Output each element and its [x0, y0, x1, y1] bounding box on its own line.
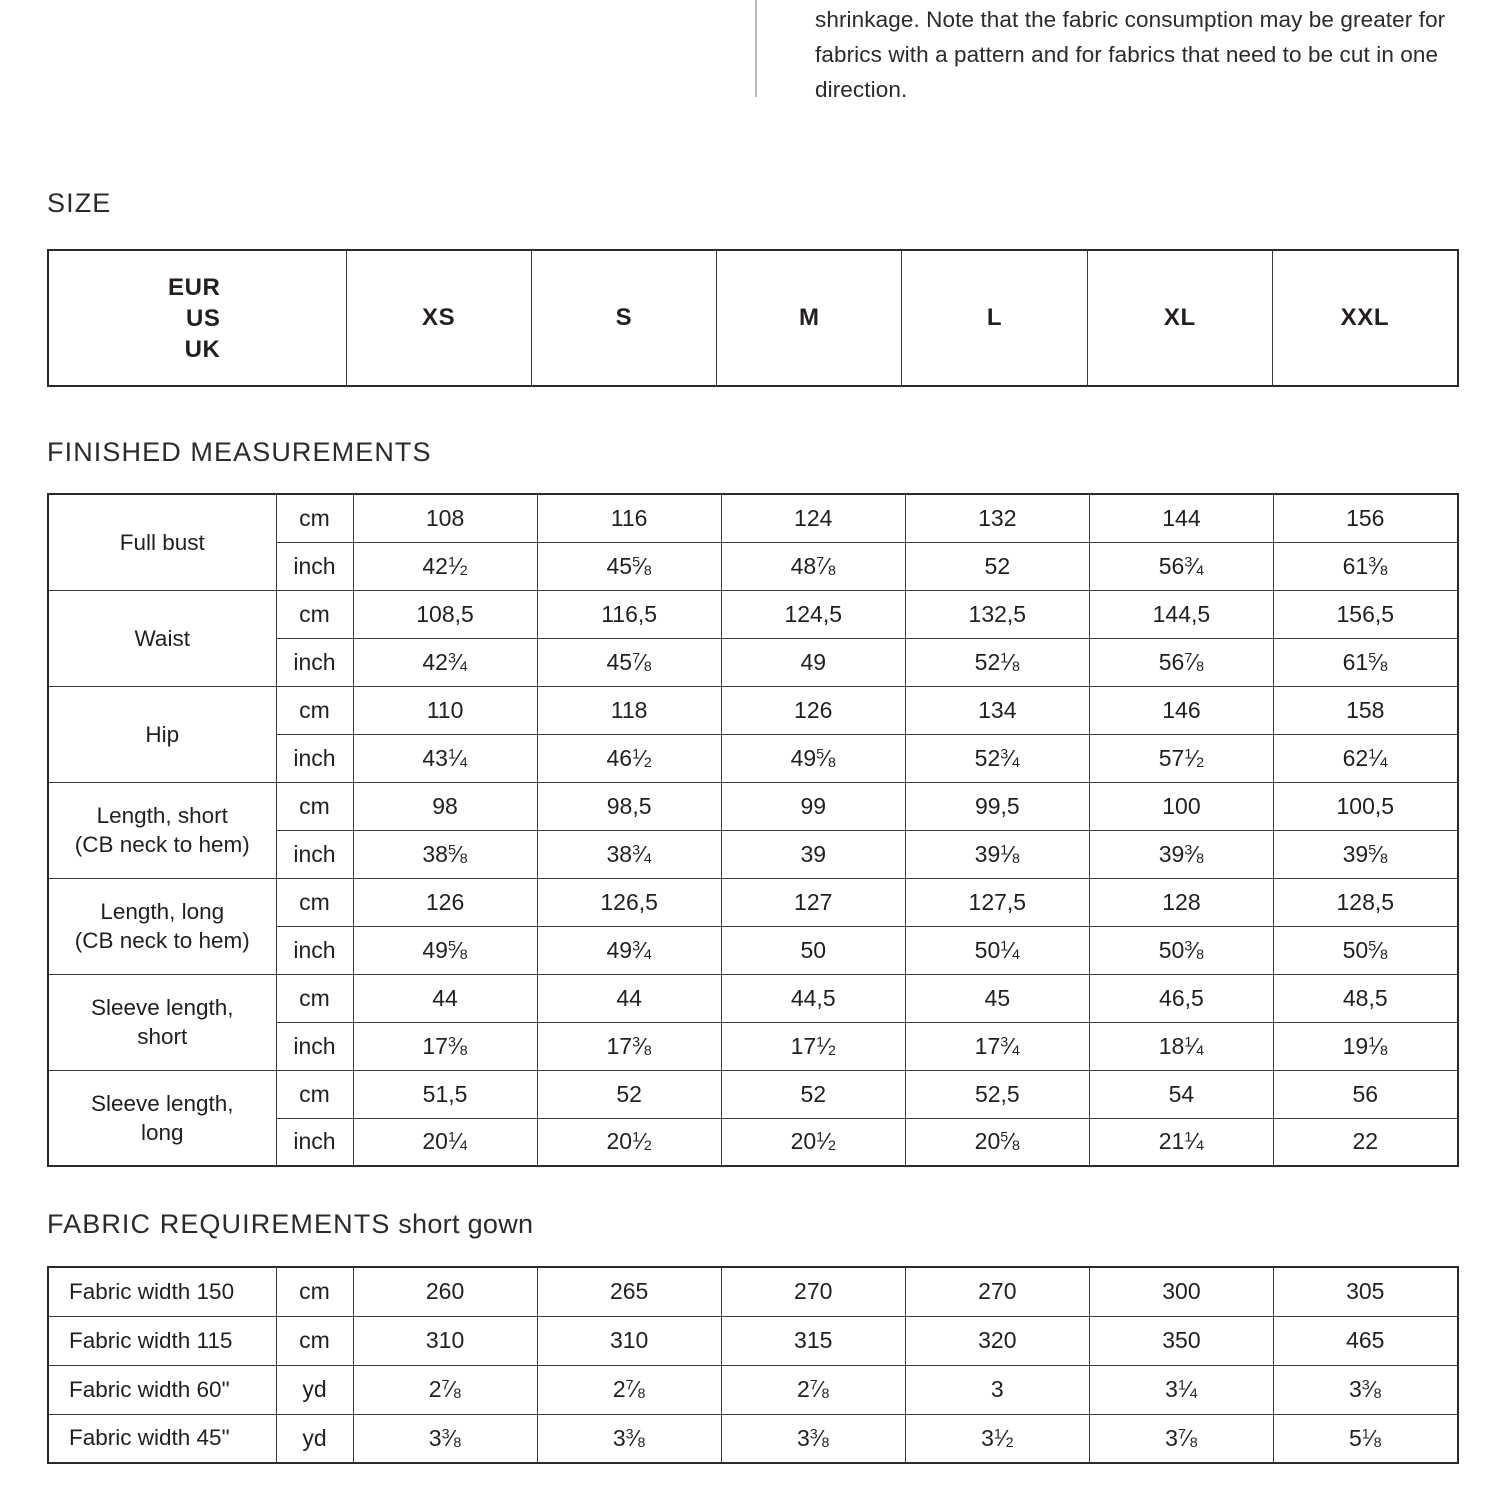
- measurement-value-inch: 50: [721, 926, 905, 974]
- measurement-value-inch: $45^7⁄_8$: [537, 638, 721, 686]
- measurement-value-cm: 144,5: [1089, 590, 1273, 638]
- measurement-value-inch: $17^1⁄_2$: [721, 1022, 905, 1070]
- measurement-value-inch: $50^1⁄_4$: [905, 926, 1089, 974]
- size-cell-m: M: [717, 250, 902, 386]
- fabric-requirements-heading-upper: FABRIC REQUIREMENTS: [47, 1209, 391, 1239]
- unit-cell-inch: inch: [276, 638, 353, 686]
- measurement-row-label: Full bust: [48, 494, 276, 590]
- fabric-value-cell: 320: [905, 1316, 1089, 1365]
- unit-cell-cm: cm: [276, 590, 353, 638]
- fabric-unit-cell: yd: [276, 1365, 353, 1414]
- measurement-value-cm: 118: [537, 686, 721, 734]
- measurement-value-cm: 44,5: [721, 974, 905, 1022]
- fabric-value-cell: 310: [353, 1316, 537, 1365]
- measurement-value-cm: 56: [1273, 1070, 1457, 1118]
- measurement-value-inch: $42^3⁄_4$: [353, 638, 537, 686]
- measurement-value-inch: $39^3⁄_8$: [1089, 830, 1273, 878]
- measurement-value-inch: $52^3⁄_4$: [905, 734, 1089, 782]
- measurement-value-inch: $20^5⁄_8$: [905, 1118, 1089, 1166]
- measurement-row-label: Length, short (CB neck to hem): [48, 782, 276, 878]
- unit-cell-inch: inch: [276, 830, 353, 878]
- measurement-value-inch: 39: [721, 830, 905, 878]
- unit-cell-inch: inch: [276, 734, 353, 782]
- table-row: [48, 590, 1458, 638]
- measurement-value-cm: 158: [1273, 686, 1457, 734]
- fabric-unit-cell: cm: [276, 1267, 353, 1316]
- table-row: [48, 250, 1458, 386]
- unit-cell-inch: inch: [276, 1022, 353, 1070]
- measurement-value-cm: 100,5: [1273, 782, 1457, 830]
- measurement-value-cm: 127: [721, 878, 905, 926]
- measurement-value-cm: 45: [905, 974, 1089, 1022]
- fabric-value-cell: $5^1⁄_8$: [1273, 1414, 1457, 1463]
- measurement-value-inch: $56^7⁄_8$: [1089, 638, 1273, 686]
- measurement-value-cm: 46,5: [1089, 974, 1273, 1022]
- fabric-value-cell: 305: [1273, 1267, 1457, 1316]
- measurement-value-cm: 124,5: [721, 590, 905, 638]
- measurement-value-cm: 54: [1089, 1070, 1273, 1118]
- fabric-requirements-heading: [47, 1209, 533, 1240]
- fabric-value-cell: $3^7⁄_8$: [1089, 1414, 1273, 1463]
- unit-cell-cm: cm: [276, 782, 353, 830]
- measurement-value-inch: $48^7⁄_8$: [721, 542, 905, 590]
- measurement-value-cm: 128,5: [1273, 878, 1457, 926]
- fabric-requirements-table: [47, 1266, 1459, 1464]
- unit-cell-inch: inch: [276, 926, 353, 974]
- measurement-value-inch: $45^5⁄_8$: [537, 542, 721, 590]
- measurement-value-inch: $21^1⁄_4$: [1089, 1118, 1273, 1166]
- measurement-value-inch: $38^5⁄_8$: [353, 830, 537, 878]
- measurement-value-cm: 116: [537, 494, 721, 542]
- measurement-value-cm: 52: [537, 1070, 721, 1118]
- measurement-value-cm: 126: [353, 878, 537, 926]
- fabric-row-label: Fabric width 45": [48, 1414, 276, 1463]
- table-row: [48, 1267, 1458, 1316]
- measurement-value-inch: $39^5⁄_8$: [1273, 830, 1457, 878]
- measurement-value-inch: $52^1⁄_8$: [905, 638, 1089, 686]
- measurement-value-inch: $46^1⁄_2$: [537, 734, 721, 782]
- table-row: [48, 686, 1458, 734]
- fabric-value-cell: $3^3⁄_8$: [353, 1414, 537, 1463]
- unit-cell-inch: inch: [276, 542, 353, 590]
- measurement-row-label: Sleeve length, long: [48, 1070, 276, 1166]
- measurement-value-cm: 99,5: [905, 782, 1089, 830]
- fabric-row-label: Fabric width 60": [48, 1365, 276, 1414]
- finished-measurements-table: [47, 493, 1459, 1167]
- measurement-value-cm: 51,5: [353, 1070, 537, 1118]
- measurement-value-cm: 124: [721, 494, 905, 542]
- measurement-value-cm: 98,5: [537, 782, 721, 830]
- measurement-value-inch: $38^3⁄_4$: [537, 830, 721, 878]
- size-table: [47, 249, 1459, 387]
- measurement-value-cm: 156,5: [1273, 590, 1457, 638]
- measurement-value-cm: 108,5: [353, 590, 537, 638]
- table-row: [48, 494, 1458, 542]
- fabric-value-cell: $3^1⁄_2$: [905, 1414, 1089, 1463]
- size-cell-xs: XS: [346, 250, 531, 386]
- fabric-unit-cell: yd: [276, 1414, 353, 1463]
- table-row: [48, 974, 1458, 1022]
- measurement-value-cm: 128: [1089, 878, 1273, 926]
- measurement-value-inch: $20^1⁄_2$: [721, 1118, 905, 1166]
- measurement-value-cm: 126,5: [537, 878, 721, 926]
- unit-cell-cm: cm: [276, 974, 353, 1022]
- fabric-value-cell: 270: [721, 1267, 905, 1316]
- measurement-value-inch: $49^5⁄_8$: [353, 926, 537, 974]
- measurement-value-inch: 49: [721, 638, 905, 686]
- measurement-value-cm: 127,5: [905, 878, 1089, 926]
- fabric-value-cell: $2^7⁄_8$: [721, 1365, 905, 1414]
- measurement-value-inch: $18^1⁄_4$: [1089, 1022, 1273, 1070]
- measurement-value-cm: 144: [1089, 494, 1273, 542]
- measurement-value-cm: 110: [353, 686, 537, 734]
- fabric-value-cell: $3^3⁄_8$: [1273, 1365, 1457, 1414]
- measurement-value-inch: 22: [1273, 1118, 1457, 1166]
- measurement-value-cm: 52: [721, 1070, 905, 1118]
- measurement-value-cm: 132: [905, 494, 1089, 542]
- measurement-value-cm: 134: [905, 686, 1089, 734]
- measurement-value-cm: 116,5: [537, 590, 721, 638]
- note-divider-rule: [755, 0, 757, 97]
- measurement-value-cm: 126: [721, 686, 905, 734]
- fabric-unit-cell: cm: [276, 1316, 353, 1365]
- fabric-value-cell: 270: [905, 1267, 1089, 1316]
- measurement-value-cm: 44: [537, 974, 721, 1022]
- unit-cell-cm: cm: [276, 494, 353, 542]
- fabric-value-cell: $3^3⁄_8$: [721, 1414, 905, 1463]
- measurement-value-cm: 108: [353, 494, 537, 542]
- size-key-cell: EUR US UK: [48, 250, 346, 386]
- measurement-value-inch: $49^5⁄_8$: [721, 734, 905, 782]
- fabric-requirements-heading-lower: short gown: [390, 1209, 534, 1239]
- size-cell-xxl: XXL: [1272, 250, 1457, 386]
- unit-cell-inch: inch: [276, 1118, 353, 1166]
- finished-measurements-heading: FINISHED MEASUREMENTS: [47, 437, 432, 467]
- measurement-value-cm: 44: [353, 974, 537, 1022]
- fabric-value-cell: $3^3⁄_8$: [537, 1414, 721, 1463]
- measurement-value-inch: $20^1⁄_2$: [537, 1118, 721, 1166]
- measurement-value-inch: $17^3⁄_4$: [905, 1022, 1089, 1070]
- measurement-value-cm: 100: [1089, 782, 1273, 830]
- measurement-row-label: Hip: [48, 686, 276, 782]
- size-section-heading: SIZE: [47, 188, 112, 218]
- measurement-value-cm: 99: [721, 782, 905, 830]
- measurement-value-cm: 52,5: [905, 1070, 1089, 1118]
- measurement-value-inch: $39^1⁄_8$: [905, 830, 1089, 878]
- fabric-value-cell: 260: [353, 1267, 537, 1316]
- measurement-row-label: Sleeve length, short: [48, 974, 276, 1070]
- fabric-value-cell: $2^7⁄_8$: [353, 1365, 537, 1414]
- fabric-row-label: Fabric width 115: [48, 1316, 276, 1365]
- unit-cell-cm: cm: [276, 1070, 353, 1118]
- measurement-row-label: Length, long (CB neck to hem): [48, 878, 276, 974]
- fabric-value-cell: 265: [537, 1267, 721, 1316]
- size-cell-xl: XL: [1087, 250, 1272, 386]
- fabric-value-cell: $2^7⁄_8$: [537, 1365, 721, 1414]
- table-row: [48, 1365, 1458, 1414]
- measurement-value-inch: $17^3⁄_8$: [537, 1022, 721, 1070]
- measurement-value-inch: $50^5⁄_8$: [1273, 926, 1457, 974]
- measurement-value-inch: $42^1⁄_2$: [353, 542, 537, 590]
- unit-cell-cm: cm: [276, 686, 353, 734]
- measurement-value-cm: 156: [1273, 494, 1457, 542]
- measurement-value-inch: $19^1⁄_8$: [1273, 1022, 1457, 1070]
- fabric-value-cell: 3: [905, 1365, 1089, 1414]
- table-row: [48, 1414, 1458, 1463]
- measurement-value-inch: $57^1⁄_2$: [1089, 734, 1273, 782]
- unit-cell-cm: cm: [276, 878, 353, 926]
- fabric-value-cell: $3^1⁄_4$: [1089, 1365, 1273, 1414]
- note-text: shrinkage. Note that the fabric consumption may be greater for fabrics with a pattern and for fabrics that need to be cut in one direction.: [815, 7, 1446, 102]
- measurement-value-cm: 132,5: [905, 590, 1089, 638]
- measurement-value-inch: $62^1⁄_4$: [1273, 734, 1457, 782]
- table-row: [48, 1070, 1458, 1118]
- measurement-value-inch: $61^3⁄_8$: [1273, 542, 1457, 590]
- table-row: [48, 1316, 1458, 1365]
- measurement-value-inch: $20^1⁄_4$: [353, 1118, 537, 1166]
- table-row: [48, 782, 1458, 830]
- size-cell-l: L: [902, 250, 1087, 386]
- fabric-value-cell: 310: [537, 1316, 721, 1365]
- size-cell-s: S: [531, 250, 716, 386]
- fabric-value-cell: 350: [1089, 1316, 1273, 1365]
- fabric-value-cell: 315: [721, 1316, 905, 1365]
- measurement-value-inch: $50^3⁄_8$: [1089, 926, 1273, 974]
- measurement-value-inch: $43^1⁄_4$: [353, 734, 537, 782]
- measurement-value-inch: $17^3⁄_8$: [353, 1022, 537, 1070]
- measurement-value-cm: 146: [1089, 686, 1273, 734]
- fabric-row-label: Fabric width 150: [48, 1267, 276, 1316]
- measurement-value-inch: $49^3⁄_4$: [537, 926, 721, 974]
- measurement-value-cm: 48,5: [1273, 974, 1457, 1022]
- measurement-value-inch: $56^3⁄_4$: [1089, 542, 1273, 590]
- table-row: [48, 878, 1458, 926]
- measurement-value-inch: $61^5⁄_8$: [1273, 638, 1457, 686]
- measurement-row-label: Waist: [48, 590, 276, 686]
- measurement-value-cm: 98: [353, 782, 537, 830]
- fabric-value-cell: 300: [1089, 1267, 1273, 1316]
- measurement-value-inch: 52: [905, 542, 1089, 590]
- fabric-value-cell: 465: [1273, 1316, 1457, 1365]
